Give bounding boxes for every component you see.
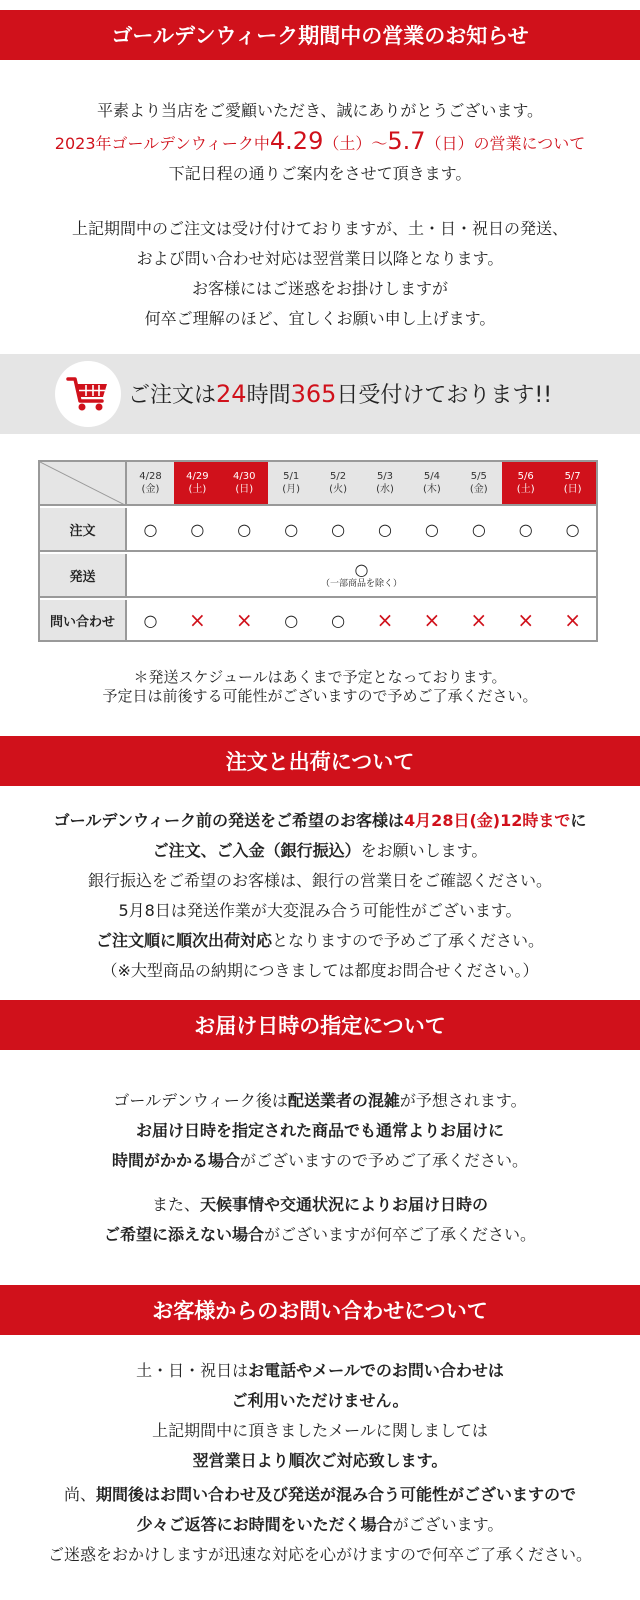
order-title: 注文と出荷について (225, 750, 415, 774)
date-cell: 5/2 (火) (315, 462, 362, 504)
intro-line-1: 平素より当店をご愛顧いただき、誠にありがとうございます。 (96, 101, 544, 120)
status-cell: × (188, 608, 206, 632)
inquiry-line-2: ご利用いただけません。 (231, 1391, 409, 1410)
intro-line-3: 下記日程の通りご案内をさせて頂きます。 (168, 164, 472, 183)
delivery-banner (0, 1000, 640, 1050)
status-cell: ○ (284, 610, 299, 630)
order-line-6: （※大型商品の納期につきましては都度お問合せください。） (101, 961, 539, 980)
intro-line-6: お客様にはご迷惑をお掛けしますが (191, 279, 448, 298)
status-cell: ○ (565, 519, 580, 539)
band-message: ご注文は24時間365日受付けております!! (128, 380, 553, 408)
status-cell: ○ (331, 519, 346, 539)
intro-line-5: および問い合わせ対応は翌営業日以降となります。 (136, 249, 504, 268)
status-cell: ○ (331, 610, 346, 630)
inquiry-block-2 (0, 1480, 640, 1570)
schedule-inquiry-row (40, 600, 596, 640)
inquiry-line-5: 尚、期間後はお問い合わせ及び発送が混み合う可能性がございますので (63, 1485, 577, 1504)
delivery-line-3: 時間がかかる場合がございますので予めご了承ください。 (111, 1151, 529, 1170)
row-label-ship: 発送 (40, 554, 127, 596)
delivery-line-2: お届け日時を指定された商品でも通常よりお届けに (135, 1121, 504, 1140)
order-24h-band (0, 354, 640, 434)
status-cell: ○ (143, 519, 158, 539)
delivery-line-1: ゴールデンウィーク後は配送業者の混雑が予想されます。 (113, 1091, 527, 1110)
inquiry-line-4: 翌営業日より順次ご対応致します。 (192, 1451, 448, 1470)
intro-block (0, 96, 640, 189)
delivery-block (0, 1086, 640, 1176)
status-cell: ○ (424, 519, 439, 539)
order-line-2: ご注文、ご入金（銀行振込）をお願いします。 (152, 841, 488, 860)
intro-line-4: 上記期間中のご注文は受け付けておりますが、土・日・祝日の発送、 (71, 219, 568, 238)
status-cell: × (376, 608, 394, 632)
row-label-order: 注文 (40, 508, 127, 550)
inquiry-title: お客様からのお問い合わせについて (152, 1299, 488, 1323)
main-banner (0, 10, 640, 60)
delivery-line-4: また、天候事情や交通状況によりお届け日時の (151, 1195, 489, 1214)
order-block-2 (0, 896, 640, 986)
status-cell: ○ (518, 519, 533, 539)
inquiry-line-6: 少々ご返答にお時間をいただく場合がございます。 (136, 1515, 504, 1534)
status-cell: × (517, 608, 535, 632)
delivery-line-5: ご希望に添えない場合がございますが何卒ご了承ください。 (103, 1225, 537, 1244)
date-cell: 4/29 (土) (174, 462, 221, 504)
delivery-block-2 (0, 1190, 640, 1250)
status-cell: ○ (143, 610, 158, 630)
intro-block-2 (0, 214, 640, 334)
date-cell: 5/7 (日) (549, 462, 596, 504)
ship-status-cell: ○ （一部商品を除く） (320, 559, 402, 589)
schedule-table (38, 460, 598, 642)
date-cell: 4/28 (金) (127, 462, 174, 504)
intro-line-2: 2023年ゴールデンウィーク中4.29（土）～5.7（日）の営業について (54, 127, 586, 155)
row-label-inquiry: 問い合わせ (40, 600, 127, 640)
inquiry-line-3: 上記期間中に頂きましたメールに関しましては (152, 1421, 488, 1440)
status-cell: ○ (190, 519, 205, 539)
schedule-note-1: ＊発送スケジュールはあくまで予定となっております。 (133, 668, 507, 686)
schedule-note (0, 668, 640, 706)
order-line-3: 銀行振込をご希望のお客様は、銀行の営業日をご確認ください。 (87, 871, 552, 890)
date-cell: 5/6 (土) (502, 462, 549, 504)
date-cell: 5/5 (金) (455, 462, 502, 504)
order-banner (0, 736, 640, 786)
schedule-ship-row (40, 554, 596, 598)
schedule-order-row (40, 508, 596, 552)
status-cell: ○ (471, 519, 486, 539)
inquiry-block (0, 1356, 640, 1476)
inquiry-line-7: ご迷惑をおかけしますが迅速な対応を心がけますので何卒ご了承ください。 (47, 1545, 592, 1564)
date-cell: 4/30 (日) (221, 462, 268, 504)
status-cell: × (235, 608, 253, 632)
cart-icon (55, 361, 121, 427)
status-cell: × (470, 608, 488, 632)
status-cell: ○ (237, 519, 252, 539)
status-cell: × (564, 608, 581, 632)
order-block (0, 806, 640, 896)
status-cell: ○ (284, 519, 299, 539)
status-cell: × (423, 608, 441, 632)
inquiry-line-1: 土・日・祝日はお電話やメールでのお問い合わせは (136, 1361, 504, 1380)
order-line-5: ご注文順に順次出荷対応となりますので予めご了承ください。 (95, 931, 545, 950)
schedule-corner-cell (40, 462, 127, 504)
status-cell: ○ (378, 519, 392, 539)
inquiry-banner (0, 1285, 640, 1335)
delivery-title: お届け日時の指定について (194, 1014, 446, 1038)
date-cell: 5/3 (水) (362, 462, 409, 504)
order-line-4: 5月8日は発送作業が大変混み合う可能性がございます。 (118, 901, 522, 920)
order-line-1: ゴールデンウィーク前の発送をご希望のお客様は4月28日(金)12時までに (53, 811, 587, 830)
date-cell: 5/1 (月) (268, 462, 315, 504)
main-title: ゴールデンウィーク期間中の営業のお知らせ (111, 24, 529, 48)
intro-line-7: 何卒ご理解のほど、宜しくお願い申し上げます。 (144, 309, 496, 328)
schedule-header-row (40, 462, 596, 506)
schedule-note-2: 予定日は前後する可能性がございますので予めご了承ください。 (102, 687, 538, 705)
date-cell: 5/4 (木) (408, 462, 455, 504)
